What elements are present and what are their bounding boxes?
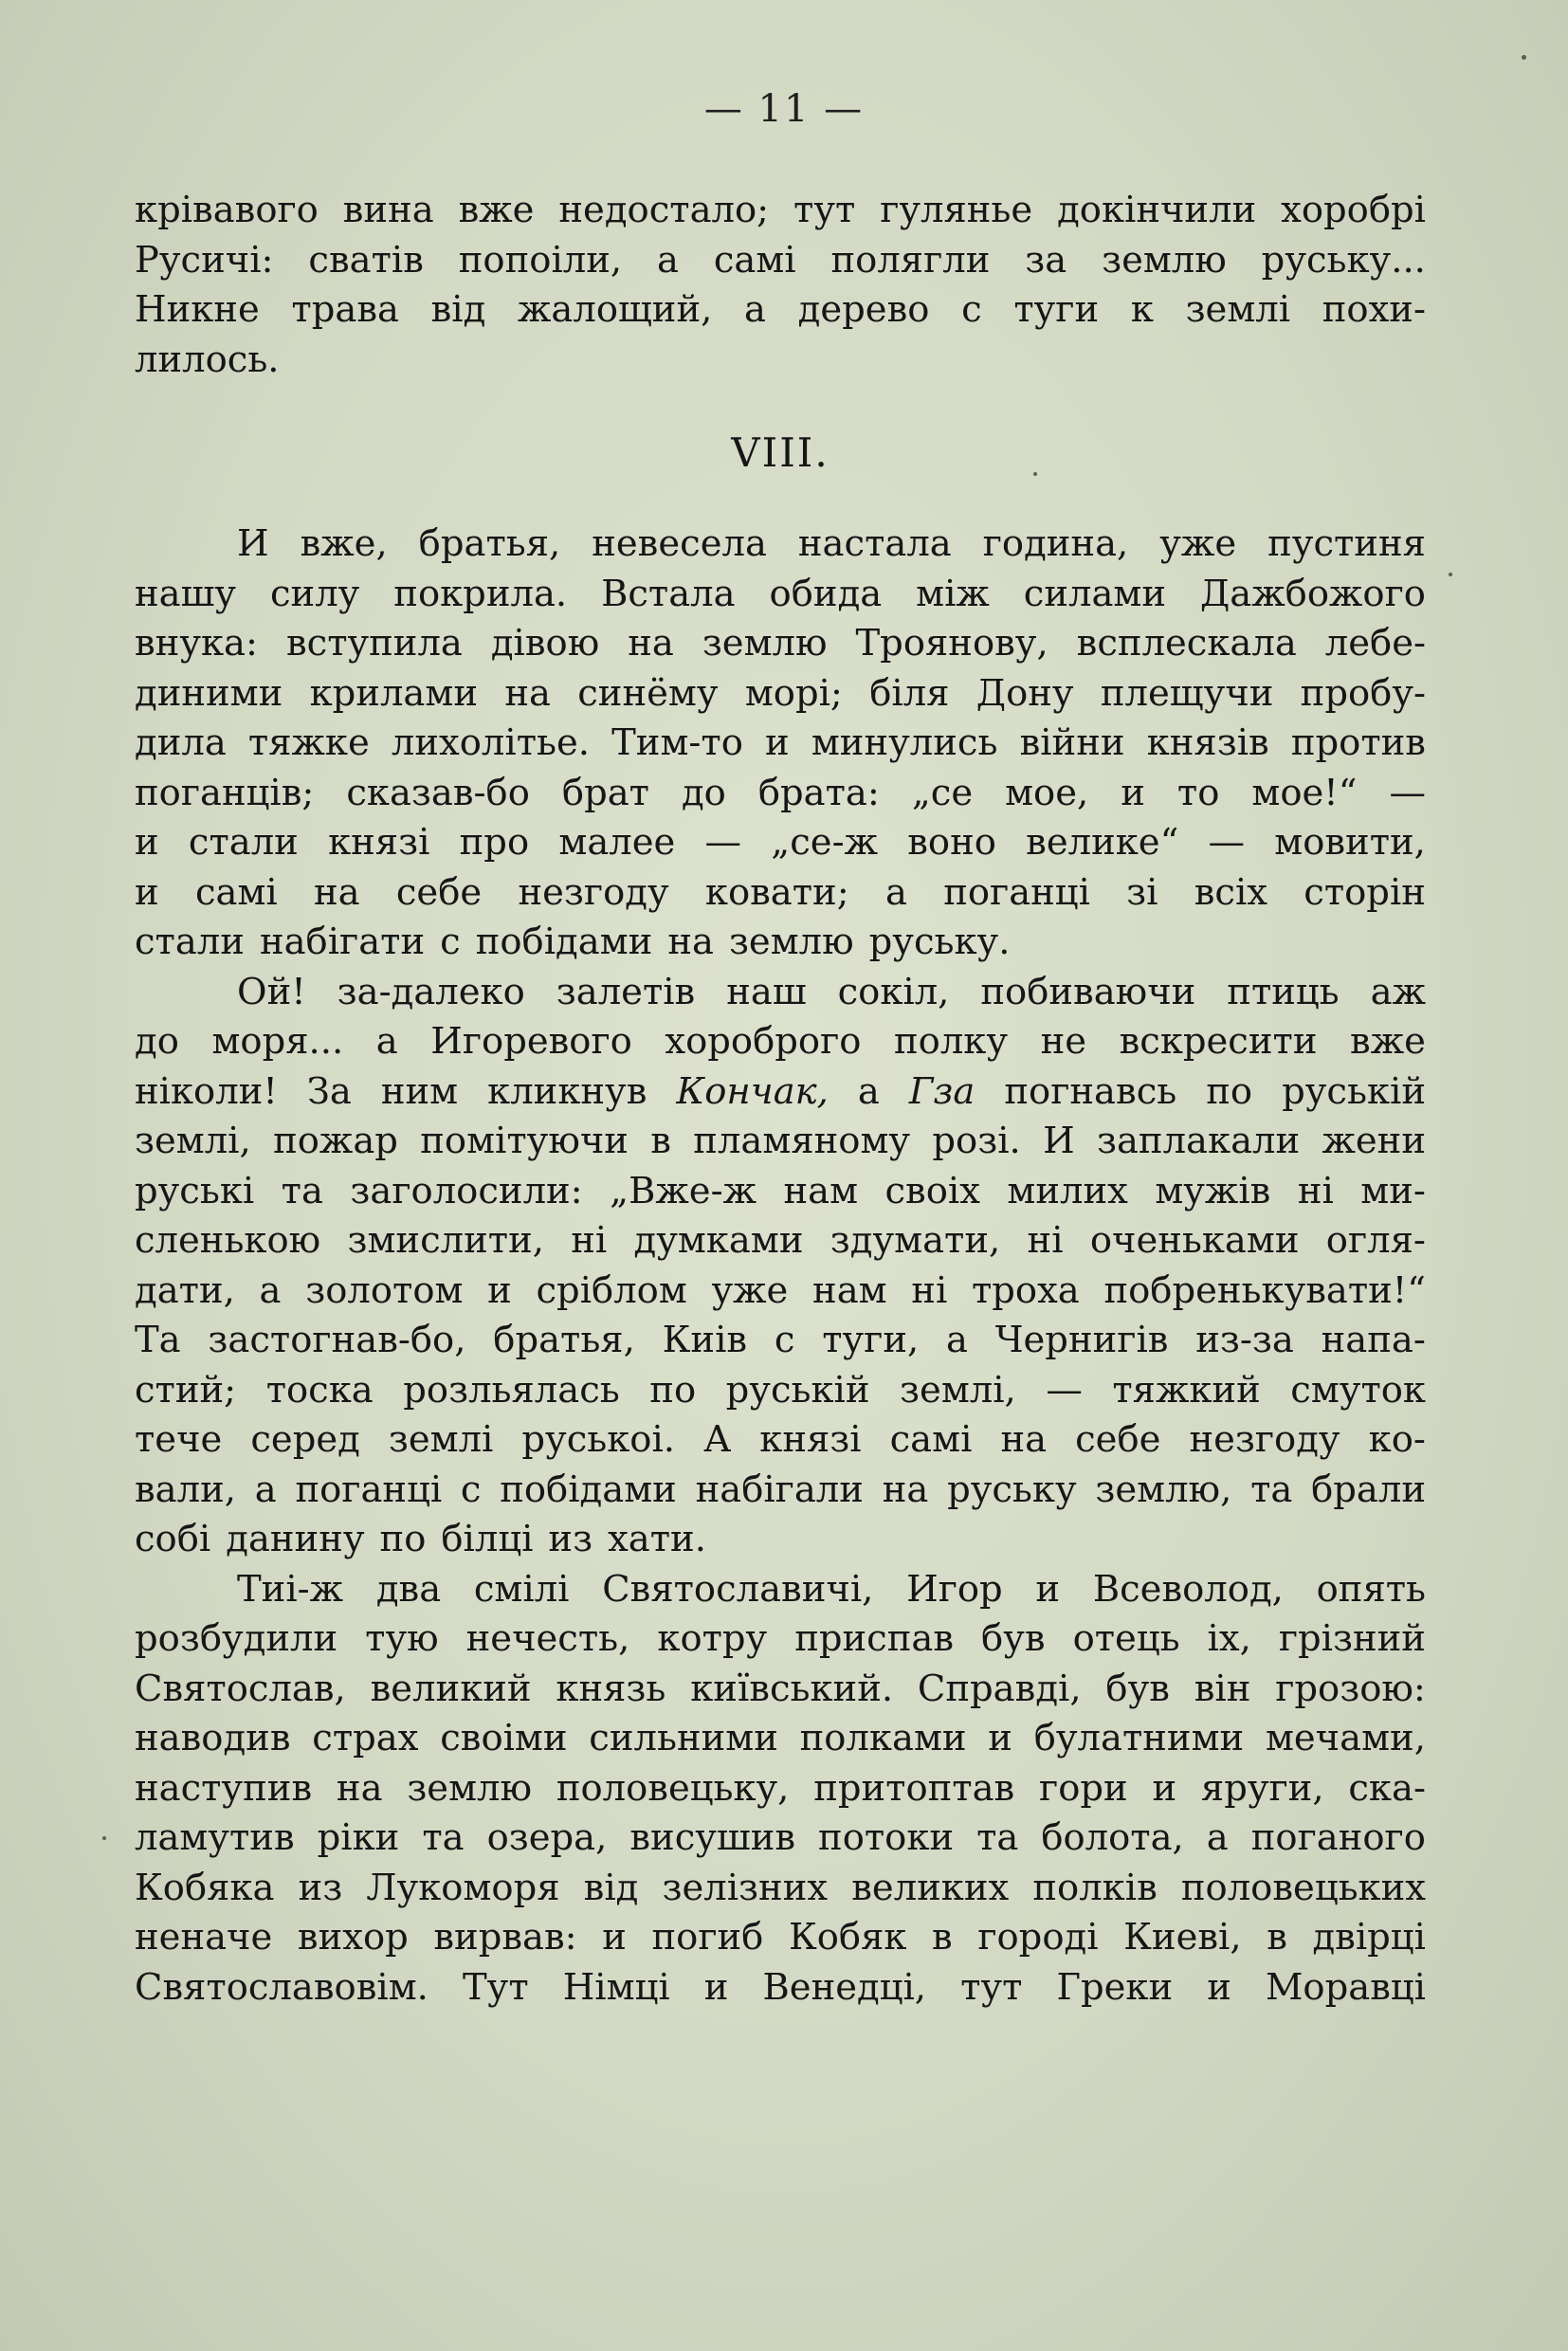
text-line: Кобяка из Лукоморя від зелізних великих полків половецьких [135, 1866, 1426, 1909]
text-line: Тиі-ж два смілі Святославичі, Игор и Всеволод, опять [237, 1567, 1426, 1611]
text-line: наводив страх своіми сильними полками и булатними мечами, [135, 1717, 1426, 1759]
text-line: Святославовім. Тут Німці и Венедці, тут Греки и Моравці [135, 1965, 1426, 2009]
section-heading: VIII. [731, 429, 830, 476]
text-line: ніколи! За ним кликнув Кончак, а Гза погнавсь по руській [135, 1069, 1426, 1113]
text-line: тече серед землі руськоі. А князі самі на себе незгоду ко- [135, 1418, 1426, 1461]
text-line: сленькою змислити, ні думками здумати, ні оченьками огля- [135, 1219, 1426, 1262]
text-line: дила тяжке лихолітье. Тим-то и минулись війни князів против [135, 721, 1426, 764]
paragraph [135, 186, 1426, 385]
paragraph [135, 519, 1426, 968]
text-line: Та застогнав-бо, братья, Киів с туги, а Чернигів из-за напа- [135, 1319, 1426, 1361]
text-line: ламутив ріки та озера, висушив потоки та болота, а поганого [135, 1816, 1426, 1859]
paragraph-group-opening [135, 186, 1426, 385]
text-line: лилось. [135, 337, 280, 381]
text-line: розбудили тую нечесть, котру приспав був отець іх, грізний [135, 1617, 1426, 1660]
page-number: — 11 — [703, 87, 865, 131]
text-line: до моря... а Игоревого хороброго полку не вскресити вже [135, 1020, 1426, 1063]
text-line: и самі на себе незгоду ковати; а поганці зі всіх сторін [135, 870, 1426, 914]
text-line: диними крилами на синёму морі; біля Дону плещучи пробу- [135, 671, 1426, 715]
text-line: собі данину по білці из хати. [135, 1518, 706, 1560]
text-line: стий; тоска розльялась по руській землі, — тяжкий смуток [135, 1368, 1426, 1412]
text-line: руські та заголосили: „Вже-ж нам своіх милих мужів ні ми- [135, 1169, 1426, 1212]
text-line: крівавого вина вже недостало; тут гулянье докінчили хоробрі [135, 189, 1426, 231]
text-line: поганців; сказав-бо брат до брата: „се мое, и то мое!“ — [135, 771, 1426, 814]
paragraph [135, 1565, 1426, 2014]
text-line: стали набігати с побідами на землю руську. [135, 920, 1011, 963]
text-line: И вже, братья, невесела настала година, уже пустиня [237, 522, 1426, 565]
page-body [135, 186, 1426, 2013]
text-line: Никне трава від жалощий, а дерево с туги к землі похи- [135, 288, 1426, 331]
paragraph [135, 968, 1426, 1565]
text-line: дати, а золотом и сріблом уже нам ні троха побренькувати!“ [135, 1268, 1426, 1312]
paragraph-group-section [135, 519, 1426, 2013]
text-line: землі, пожар помітуючи в пламяному розі. И заплакали жени [135, 1120, 1426, 1162]
text-line: вали, а поганці с побідами набігали на руську землю, та брали [135, 1467, 1426, 1511]
text-line: наступив на землю половецьку, притоптав гори и яруги, ска- [135, 1766, 1426, 1810]
text-line: нашу силу покрила. Встала обида між силами Дажбожого [135, 572, 1426, 615]
text-line: внука: вступила дівою на землю Троянову, всплескала лебе- [135, 622, 1426, 665]
text-line: неначе вихор вирвав: и погиб Кобяк в городі Киеві, в двірці [135, 1916, 1426, 1959]
text-line: Русичі: сватів попоіли, а самі полягли за землю руську... [135, 238, 1426, 282]
text-line: Ой! за-далеко залетів наш сокіл, побиваючи птиць аж [237, 970, 1426, 1013]
text-line: и стали князі про малее — „се-ж воно велике“ — мовити, [135, 821, 1426, 864]
text-line: Святослав, великий князь київський. Справді, був він грозою: [135, 1667, 1426, 1710]
